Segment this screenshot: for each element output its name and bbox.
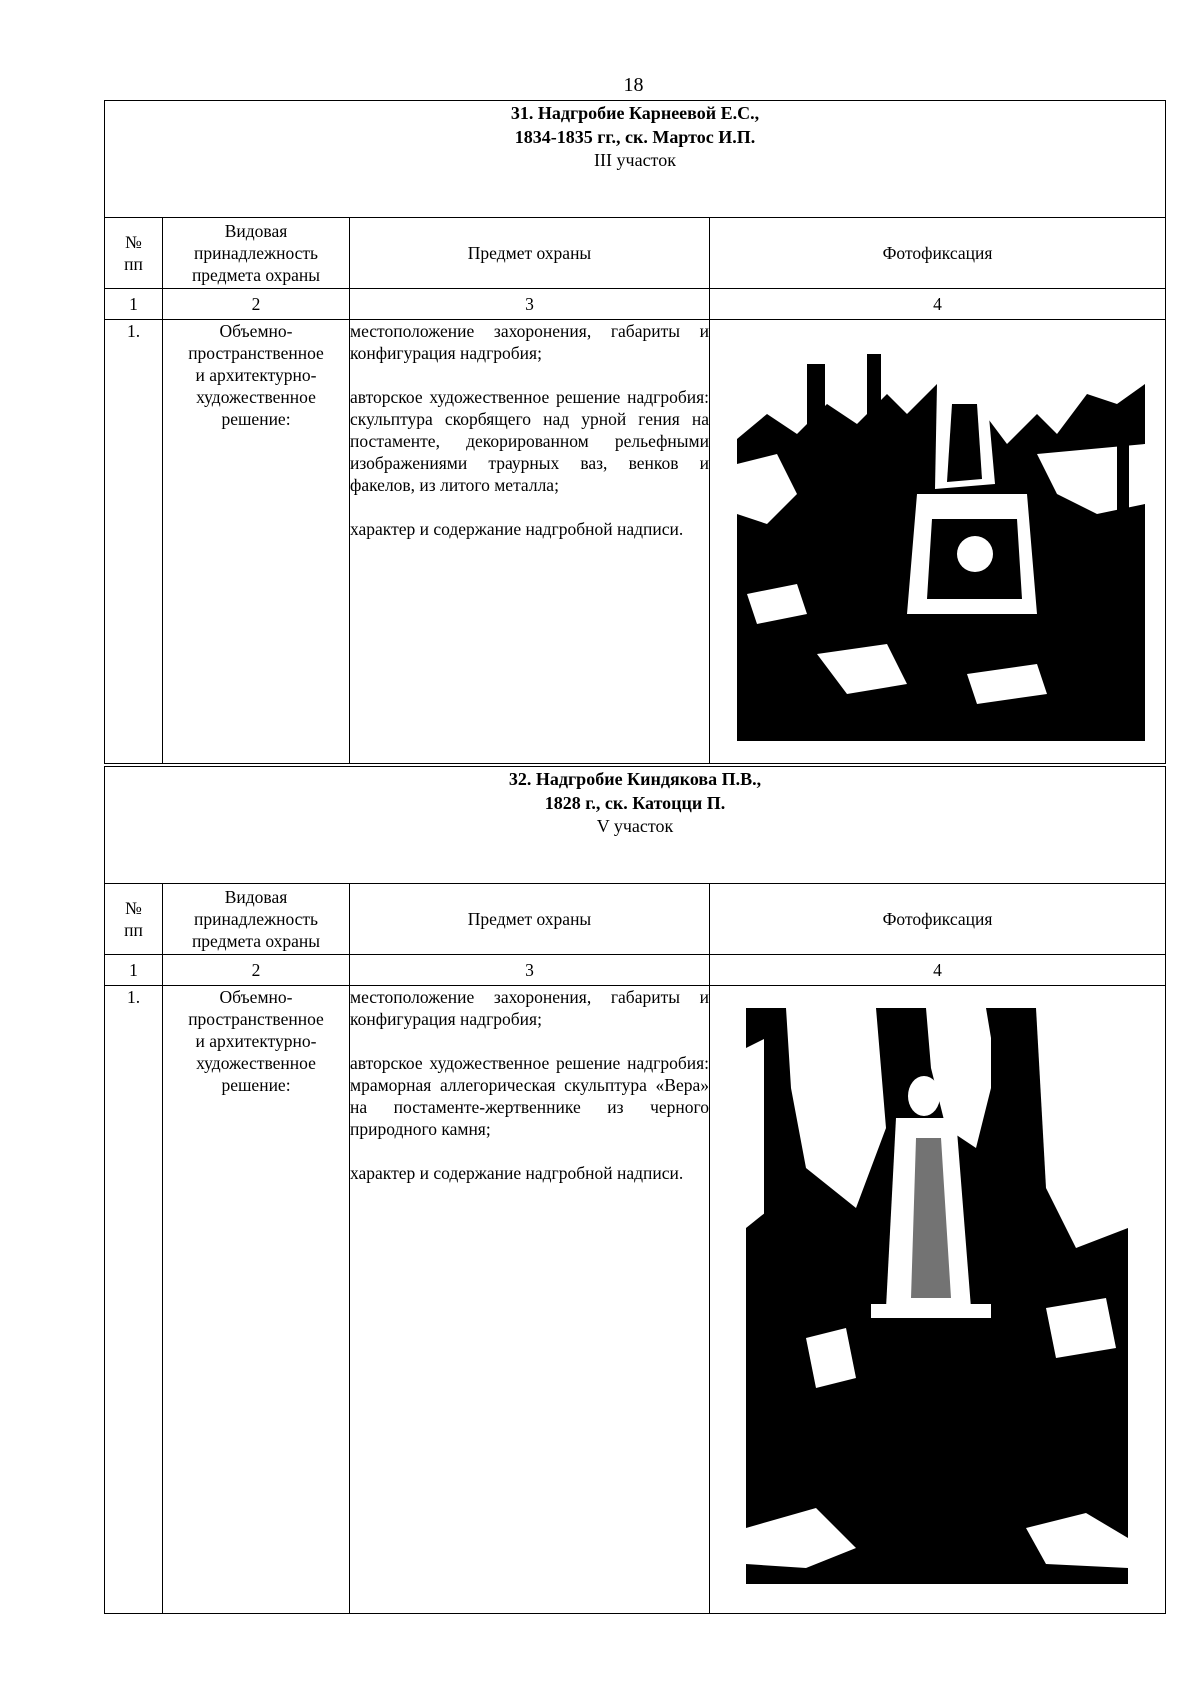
header-subject: Предмет охраны (350, 884, 710, 955)
header-photo: Фотофиксация (710, 218, 1166, 289)
column-number: 2 (163, 289, 350, 320)
row-photo (710, 986, 1166, 1614)
header-text: пп (124, 920, 143, 940)
header-type (163, 884, 350, 955)
type-text: решение: (221, 409, 291, 429)
header-text: предмета охраны (191, 265, 321, 285)
column-number: 1 (105, 955, 163, 986)
header-row (105, 218, 1166, 289)
header-text: Видовая (224, 221, 288, 241)
header-text: предмета охраны (191, 931, 321, 951)
column-number: 3 (350, 955, 710, 986)
row-type (163, 986, 350, 1614)
tombstone-photo-icon (746, 1008, 1128, 1584)
type-text: и архитектурно- (195, 1031, 317, 1051)
subject-paragraph: местоположение захоронения, габариты и конфигурация надгробия; (350, 987, 709, 1029)
header-text: принадлежность (193, 909, 319, 929)
column-number: 4 (710, 955, 1166, 986)
table-row (105, 986, 1166, 1614)
row-number: 1. (105, 986, 163, 1614)
row-number: 1. (105, 320, 163, 764)
column-number: 3 (350, 289, 710, 320)
type-text: пространственное (188, 343, 324, 363)
page-number: 18 (623, 74, 644, 96)
section-title-line: 1834-1835 гг., ск. Мартос И.П. (514, 127, 756, 147)
header-text: принадлежность (193, 243, 319, 263)
header-type (163, 218, 350, 289)
subject-paragraph: авторское художественное решение надгробия: мраморная аллегорическая скульптура «Вера» на постаменте-жертвеннике из черного природного камня; (350, 1053, 709, 1139)
type-text: пространственное (188, 1009, 324, 1029)
subject-paragraph: характер и содержание надгробной надписи. (350, 519, 684, 539)
type-text: Объемно- (219, 987, 293, 1007)
section-title-line: 1828 г., ск. Катоцци П. (544, 793, 726, 813)
header-photo: Фотофиксация (710, 884, 1166, 955)
column-number-row (105, 289, 1166, 320)
column-number-row (105, 955, 1166, 986)
header-text: № (125, 232, 142, 252)
header-text: № (125, 898, 142, 918)
type-text: и архитектурно- (195, 365, 317, 385)
column-number: 4 (710, 289, 1166, 320)
row-type (163, 320, 350, 764)
subject-paragraph: авторское художественное решение надгробия: скульптура скорбящего над урной гения на постаменте, декорированном рельефными изображениями траурных ваз, венков и факелов, из литого металла; (350, 387, 709, 495)
monument-table-32 (104, 766, 1166, 1614)
row-photo (710, 320, 1166, 764)
column-number: 2 (163, 955, 350, 986)
type-text: решение: (221, 1075, 291, 1095)
header-num (105, 884, 163, 955)
section-title-line: 32. Надгробие Киндякова П.В., (508, 769, 762, 789)
subject-paragraph: местоположение захоронения, габариты и конфигурация надгробия; (350, 321, 709, 363)
column-number: 1 (105, 289, 163, 320)
type-text: художественное (196, 387, 316, 407)
header-text: пп (124, 254, 143, 274)
type-text: художественное (196, 1053, 316, 1073)
row-subject (350, 986, 710, 1614)
section-plot: III участок (594, 150, 676, 170)
type-text: Объемно- (219, 321, 293, 341)
section-title (105, 767, 1166, 884)
section-plot: V участок (596, 816, 674, 836)
table-row (105, 320, 1166, 764)
header-row (105, 884, 1166, 955)
tombstone-photo-icon (737, 344, 1145, 741)
header-text: Видовая (224, 887, 288, 907)
row-subject (350, 320, 710, 764)
monument-table-31 (104, 100, 1166, 764)
header-num (105, 218, 163, 289)
section-title (105, 101, 1166, 218)
subject-paragraph: характер и содержание надгробной надписи. (350, 1163, 684, 1183)
header-subject: Предмет охраны (350, 218, 710, 289)
section-title-line: 31. Надгробие Карнеевой Е.С., (510, 103, 760, 123)
